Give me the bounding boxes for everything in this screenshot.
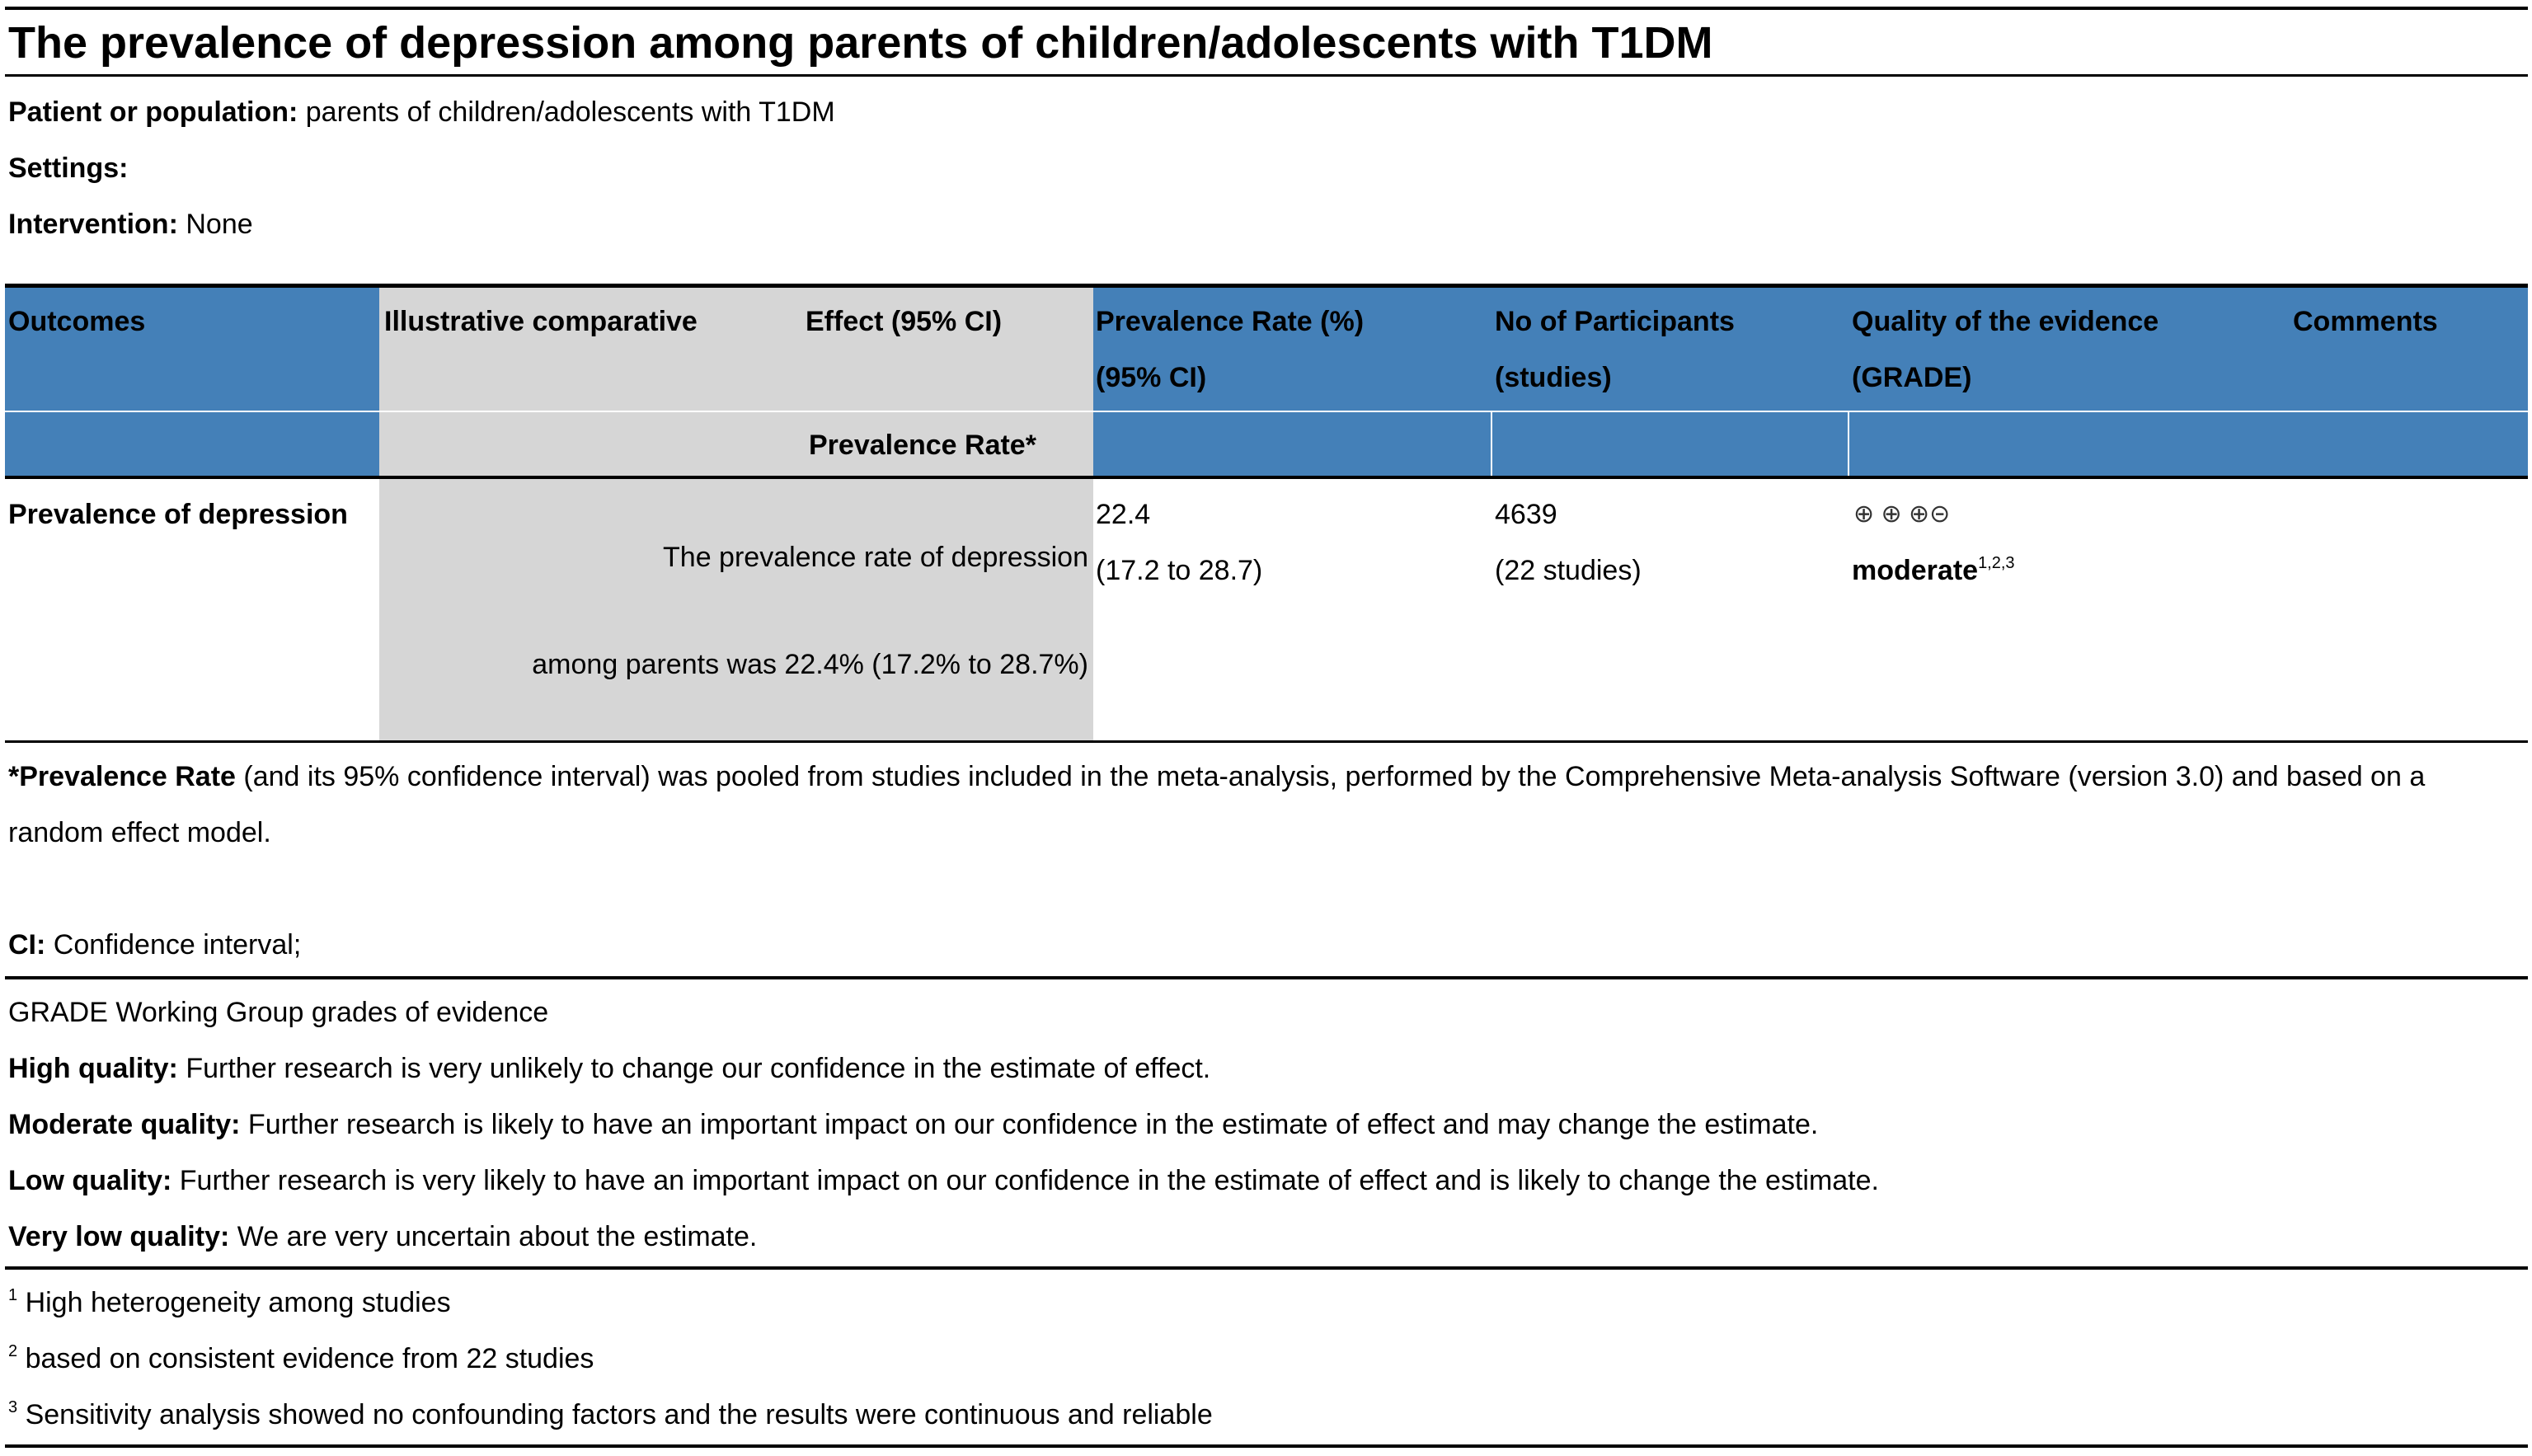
grade-symbols-icon: ⊕ ⊕ ⊕⊝ xyxy=(1853,500,1951,528)
outcome-cell: Prevalence of depression xyxy=(8,499,348,530)
grade-very-low-text: We are very uncertain about the estimate. xyxy=(229,1221,758,1252)
grade-heading: GRADE Working Group grades of evidence xyxy=(8,997,549,1028)
header-outcomes: Outcomes xyxy=(8,306,146,337)
grades-rule xyxy=(5,1266,2528,1270)
prevalence-footnote-text: (and its 95% confidence interval) was pooled from studies included in the meta-analysis, performed by the Comprehensive Meta-analysis Software (version 3.0) and based on a xyxy=(235,761,2426,792)
grade-high-label: High quality: xyxy=(8,1053,178,1084)
population-line xyxy=(8,96,835,129)
header-effect: Effect (95% CI) xyxy=(806,306,1003,337)
ci-label: CI: xyxy=(8,929,46,960)
intervention-label: Intervention: xyxy=(8,209,178,240)
grade-level: moderate xyxy=(1852,555,1979,586)
intervention-value: None xyxy=(186,209,253,240)
note-2-text: based on consistent evidence from 22 studies xyxy=(17,1343,594,1374)
header-divider xyxy=(5,411,2528,412)
note-3-text: Sensitivity analysis showed no confounding factors and the results were continuous and reliable xyxy=(17,1399,1213,1430)
settings-line xyxy=(8,152,128,185)
rate-ci-cell: (17.2 to 28.7) xyxy=(1096,555,1263,586)
note-1-text: High heterogeneity among studies xyxy=(17,1287,451,1318)
rate-cell: 22.4 xyxy=(1096,499,1151,530)
page-title: The prevalence of depression among parents of children/adolescents with T1DM xyxy=(8,18,1713,68)
row-bottom-rule xyxy=(5,740,2528,743)
prevalence-footnote-label: *Prevalence Rate xyxy=(8,761,236,792)
effect-cell-bg xyxy=(379,479,1093,740)
header-quality-line1: Quality of the evidence xyxy=(1852,306,2159,337)
header-col-sep-2 xyxy=(1848,411,1849,476)
header-participants-line2: (studies) xyxy=(1495,362,1612,393)
population-value: parents of children/adolescents with T1DM xyxy=(305,96,835,128)
grade-moderate-label: Moderate quality: xyxy=(8,1109,241,1140)
intervention-line xyxy=(8,208,253,241)
header-comments: Comments xyxy=(2293,306,2438,337)
grade-moderate xyxy=(8,1108,1818,1141)
grade-refs: 1,2,3 xyxy=(1978,553,2015,572)
prevalence-footnote-line1 xyxy=(8,760,2425,793)
note-2-num: 2 xyxy=(8,1341,18,1360)
grade-high xyxy=(8,1052,1210,1085)
top-rule xyxy=(5,7,2528,10)
ci-footnote xyxy=(8,928,301,961)
header-rate-line2: (95% CI) xyxy=(1096,362,1207,393)
effect-line1: The prevalence rate of depression xyxy=(663,542,1088,573)
header-col-sep-1 xyxy=(1491,411,1492,476)
grade-level-cell xyxy=(1852,554,2015,587)
header-participants-line1: No of Participants xyxy=(1495,306,1735,337)
header-illustrative: Illustrative comparative xyxy=(384,306,698,337)
settings-label: Settings: xyxy=(8,153,129,184)
studies-cell: (22 studies) xyxy=(1495,555,1642,586)
note-1-num: 1 xyxy=(8,1285,18,1304)
note-1 xyxy=(8,1286,451,1319)
ci-text: Confidence interval; xyxy=(45,929,302,960)
header-rate-line1: Prevalence Rate (%) xyxy=(1096,306,1365,337)
footnote-rule xyxy=(5,976,2528,979)
title-rule xyxy=(5,74,2528,77)
grade-high-text: Further research is very unlikely to change our confidence in the estimate of effect. xyxy=(177,1053,1211,1084)
population-label: Patient or population: xyxy=(8,96,298,128)
note-2 xyxy=(8,1342,594,1375)
note-3-num: 3 xyxy=(8,1397,18,1416)
grade-low-text: Further research is very likely to have an important impact on our confidence in the estimate of effect and is likely to change the estimate. xyxy=(171,1165,1879,1196)
participants-cell: 4639 xyxy=(1495,499,1557,530)
prevalence-footnote-line2: random effect model. xyxy=(8,817,271,848)
header-quality-line2: (GRADE) xyxy=(1852,362,1972,393)
grade-low xyxy=(8,1164,1879,1197)
grade-low-label: Low quality: xyxy=(8,1165,172,1196)
grade-moderate-text: Further research is likely to have an important impact on our confidence in the estimate of effect and may change the estimate. xyxy=(240,1109,1819,1140)
header-prevalence-rate-sub: Prevalence Rate* xyxy=(809,430,1036,461)
effect-line2: among parents was 22.4% (17.2% to 28.7%) xyxy=(532,649,1088,680)
note-3 xyxy=(8,1398,1213,1431)
grade-very-low-label: Very low quality: xyxy=(8,1221,230,1252)
bottom-rule xyxy=(5,1444,2528,1448)
grade-very-low xyxy=(8,1220,757,1253)
